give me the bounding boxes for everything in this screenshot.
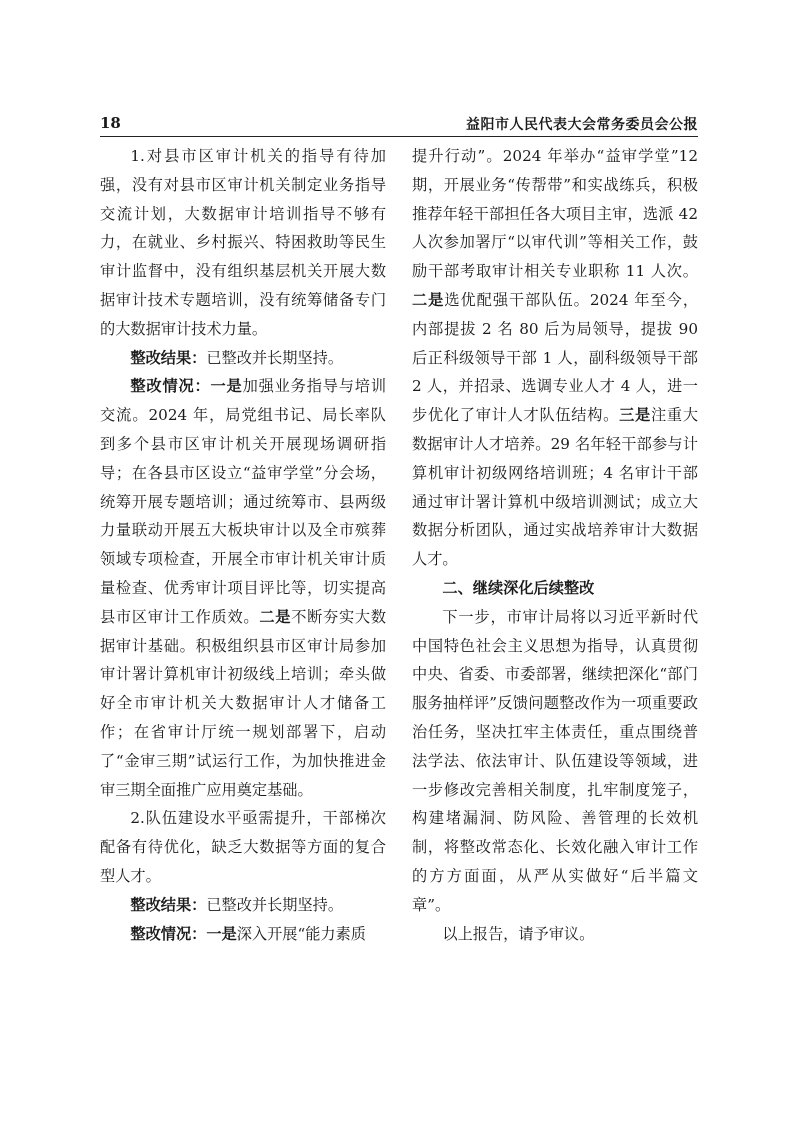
left-column [100, 142, 386, 948]
status-2-continued [412, 142, 698, 574]
status-1-first-text: 加强业务指导与培训交流。2024 年，局党组书记、局长率队到多个县市区审计机关开展现场调研指导；在各县市区设立“益审学堂”分会场，统筹开展专题培训；通过统筹市、县两级力量联动开展五大板块审计以及全市殡葬领域专项检查，开展全市审计机关审计质量检查、优秀审计项目评比等，切实提高县市区审计工作质效。 [100, 377, 387, 626]
status-2-second-label: 二是 [412, 290, 445, 309]
result-2-label: 整改结果： [130, 895, 207, 914]
result-2 [100, 891, 386, 920]
page-header [100, 112, 698, 136]
status-2-first-label: 一是 [206, 924, 237, 943]
issue-item-2: 2.队伍建设水平亟需提升，干部梯次配备有待优化，缺乏大数据等方面的复合型人才。 [100, 809, 386, 885]
issue-item-1: 1.对县市区审计机关的指导有待加强，没有对县市区审计机关制定业务指导交流计划，大数据审计培训指导不够有力，在就业、乡村振兴、特困救助等民生审计监督中，没有组织基层机关开展大数据审计技术专题培训，没有统筹储备专门的大数据审计技术力量。 [100, 147, 386, 338]
result-1 [100, 344, 386, 373]
result-1-label: 整改结果： [130, 348, 207, 367]
right-column [412, 142, 698, 948]
status-2-label: 整改情况： [130, 924, 207, 943]
status-1-first-label: 一是 [210, 377, 243, 396]
status-1-second-text: 不断夯实大数据审计基础。积极组织县市区审计局参加审计署计算机审计初级线上培训；牵头做好全市审计机关大数据审计人才储备工作；在省审计厅统一规划部署下，启动了“金审三期”试运行工作，为加快推进金审三期全面推广应用奠定基础。 [100, 607, 387, 799]
section-title: 二、继续深化后续整改 [442, 578, 595, 597]
status-1 [100, 372, 386, 804]
closing-line: 以上报告，请予审议。 [442, 924, 595, 943]
status-1-label: 整改情况： [130, 377, 211, 396]
status-1-second-label: 二是 [259, 607, 292, 626]
page-number: 18 [100, 114, 121, 132]
result-1-text: 已整改并长期坚持。 [206, 348, 344, 367]
journal-title: 益阳市人民代表大会常务委员会公报 [466, 117, 698, 133]
status-2-first-text: 深入开展“能力素质 [236, 924, 366, 943]
next-step-paragraph: 下一步，市审计局将以习近平新时代中国特色社会主义思想为指导，认真贯彻中央、省委、市委部署，继续把深化“部门服务抽样评”反馈问题整改作为一项重要政治任务，坚决扛牢主体责任，重点围绕普法学法、依法审计、队伍建设等领域，进一步修改完善相关制度，扎牢制度笼子，构建堵漏洞、防风险、善管理的长效机制，将整改常态化、长效化融入审计工作的方方面面，从严从实做好“后半篇文章”。 [412, 607, 698, 914]
status-2-third-text: 注重大数据审计人才培养。29 名年轻干部参与计算机审计初级网络培训班；4 名审计干部通过审计署计算机中级培训测试；成立大数据分析团队，通过实战培养审计大数据人才。 [412, 406, 699, 569]
status-2 [100, 920, 386, 949]
status-2-second-text: 选优配强干部队伍。2024 年至今，内部提拔 2 名 80 后为局领导，提拔 90 后正科级领导干部 1 人，副科级领导干部 2 人，并招录、选调专业人才 4 人，进一步优化了审计人才队伍结构。 [412, 290, 699, 425]
result-2-text: 已整改并长期坚持。 [206, 895, 344, 914]
header-rule [100, 136, 698, 137]
status-2-cont-text: 提升行动”。2024 年举办“益审学堂”12 期，开展业务“传帮带”和实战练兵，积极推荐年轻干部担任各大项目主审，选派 42 人次参加署厅“以审代训”等相关工作，鼓励干部考取审计相关专业职称 11 人次。 [412, 147, 698, 281]
status-2-third-label: 三是 [619, 406, 651, 425]
